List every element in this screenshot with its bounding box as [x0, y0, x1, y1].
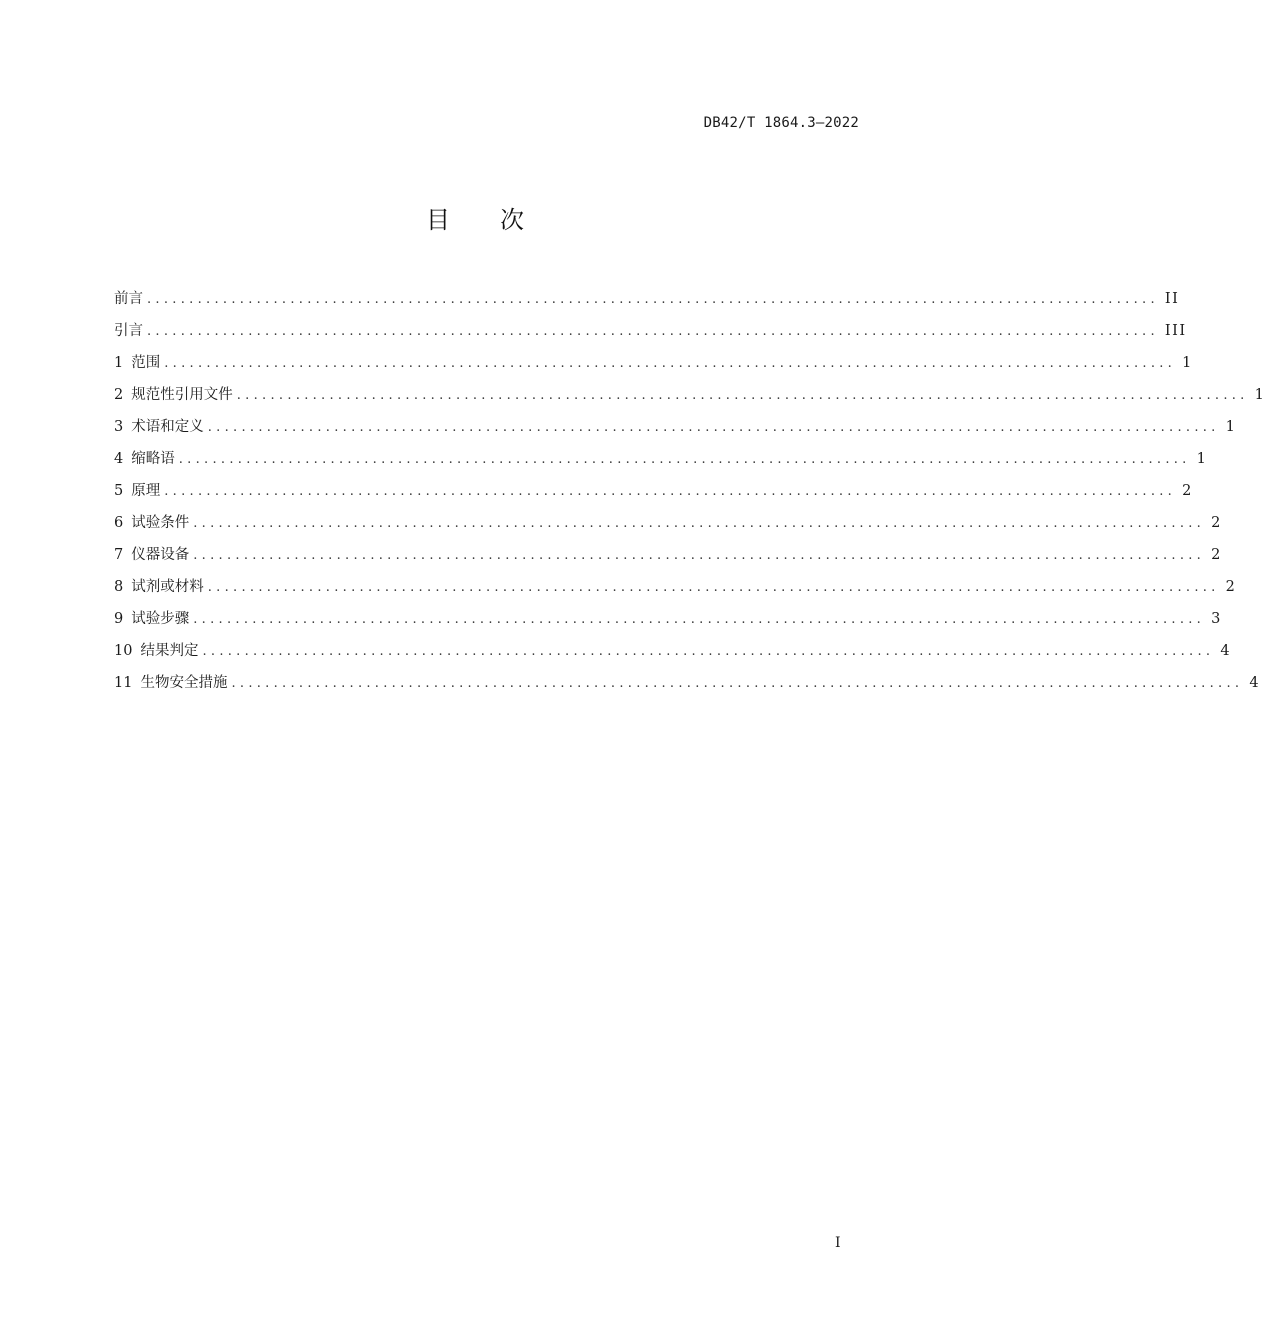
toc-entry-number: 4 [114, 451, 124, 467]
toc-entry-number: 10 [114, 643, 133, 659]
toc-entry-introduction[interactable] [114, 315, 1187, 347]
title-char-2: 次 [500, 206, 524, 234]
toc-leader-dots: ........................................................................................................................ [207, 580, 1220, 595]
toc-entry-label: 引言 [114, 323, 143, 339]
page-number: I [835, 1235, 841, 1251]
toc-entry-number: 9 [114, 611, 124, 627]
toc-entry-label: 仪器设备 [131, 547, 190, 563]
toc-entry-label: 试剂或材料 [131, 579, 204, 595]
toc-entry-label: 生物安全措施 [140, 675, 228, 691]
toc-leader-dots: ........................................................................................................................ [193, 548, 1206, 563]
toc-leader-dots: ........................................................................................................................ [147, 324, 1159, 339]
toc-entry-normative-references[interactable] [114, 379, 1265, 411]
toc-entry-label: 规范性引用文件 [131, 387, 233, 403]
toc-entry-label: 试验步骤 [131, 611, 190, 627]
toc-entry-label: 原理 [131, 483, 161, 499]
toc-leader-dots: ........................................................................................................................ [193, 516, 1206, 531]
toc-entry-label: 术语和定义 [131, 419, 204, 435]
toc-entry-principle[interactable] [114, 475, 1193, 507]
toc-entry-foreword[interactable] [114, 283, 1180, 315]
toc-leader-dots: ........................................................................................................................ [147, 292, 1159, 307]
toc-entry-number: 6 [114, 515, 124, 531]
toc-entry-label: 试验条件 [131, 515, 190, 531]
toc-leader-dots: ........................................................................................................................ [193, 612, 1206, 627]
table-of-contents [114, 283, 1265, 699]
toc-entry-number: 1 [114, 355, 124, 371]
toc-entry-abbreviations[interactable] [114, 443, 1208, 475]
toc-entry-number: 11 [114, 675, 133, 691]
toc-entry-number: 5 [114, 483, 124, 499]
toc-entry-reagents[interactable] [114, 571, 1237, 603]
toc-leader-dots: ........................................................................................................................ [202, 644, 1215, 659]
toc-entry-label: 前言 [114, 291, 143, 307]
toc-entry-page: 1 [1254, 387, 1265, 403]
toc-leader-dots: ........................................................................................................................ [236, 388, 1249, 403]
toc-entry-page: 4 [1220, 643, 1232, 659]
toc-entry-page: II [1164, 291, 1180, 307]
toc-leader-dots: ........................................................................................................................ [164, 484, 1177, 499]
toc-entry-number: 7 [114, 547, 124, 563]
toc-entry-page: 2 [1225, 579, 1237, 595]
toc-entry-page: 1 [1182, 355, 1193, 371]
toc-leader-dots: ........................................................................................................................ [231, 676, 1244, 691]
toc-entry-label: 结果判定 [140, 643, 199, 659]
toc-entry-page: 2 [1211, 547, 1222, 563]
document-code: DB42/T 1864.3—2022 [703, 115, 859, 131]
toc-leader-dots: ........................................................................................................................ [164, 356, 1177, 371]
toc-entry-page: 2 [1211, 515, 1222, 531]
toc-entry-test-conditions[interactable] [114, 507, 1222, 539]
toc-entry-number: 3 [114, 419, 124, 435]
toc-entry-terms-definitions[interactable] [114, 411, 1237, 443]
toc-leader-dots: ........................................................................................................................ [207, 420, 1220, 435]
toc-entry-page: 1 [1196, 451, 1208, 467]
toc-entry-page: 4 [1249, 675, 1261, 691]
page-title [0, 200, 950, 235]
toc-entry-procedure[interactable] [114, 603, 1222, 635]
toc-entry-biosafety[interactable] [114, 667, 1261, 699]
toc-entry-page: 1 [1225, 419, 1237, 435]
toc-entry-page: III [1164, 323, 1187, 339]
toc-entry-number: 2 [114, 387, 124, 403]
toc-entry-scope[interactable] [114, 347, 1193, 379]
toc-entry-label: 范围 [131, 355, 161, 371]
toc-entry-result-judgment[interactable] [114, 635, 1232, 667]
toc-entry-number: 8 [114, 579, 124, 595]
toc-entry-page: 3 [1211, 611, 1222, 627]
toc-entry-page: 2 [1182, 483, 1193, 499]
toc-entry-apparatus[interactable] [114, 539, 1222, 571]
toc-leader-dots: ........................................................................................................................ [178, 452, 1191, 467]
toc-entry-label: 缩略语 [131, 451, 175, 467]
title-char-1: 目 [426, 206, 450, 234]
